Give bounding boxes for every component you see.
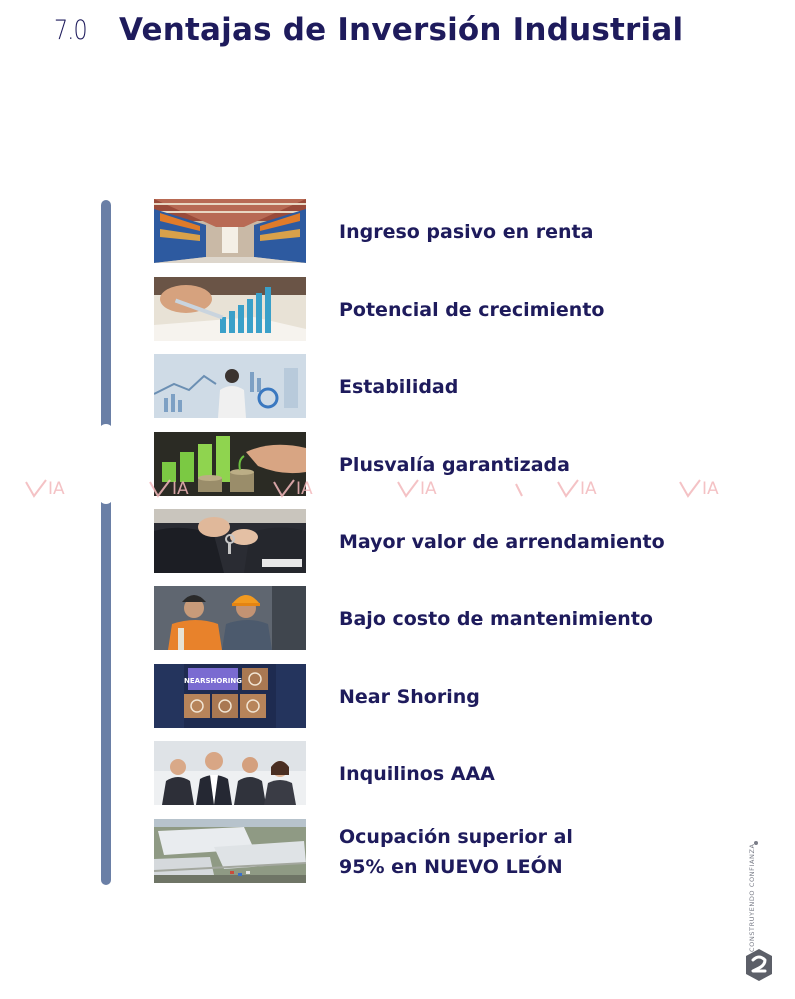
advantage-label (339, 822, 573, 882)
watermark (24, 478, 65, 500)
nearshoring-blocks-image (154, 664, 306, 728)
advantage-label: Mayor valor de arrendamiento (339, 531, 665, 553)
advantage-label: Potencial de crecimiento (339, 299, 605, 321)
advantage-item-capital-gain (154, 432, 714, 498)
side-tagline: CONSTRUYENDO CONFIANZA (748, 843, 756, 952)
advantage-item-aaa-tenants (154, 741, 714, 807)
coins-plant-image (154, 432, 306, 496)
advantage-label: Estabilidad (339, 376, 459, 398)
advantage-item-passive-income (154, 199, 714, 265)
advantage-label: Bajo costo de mantenimiento (339, 608, 653, 630)
timeline-bar (101, 200, 111, 885)
watermark-text: IA (172, 479, 189, 499)
growth-chart-image (154, 277, 306, 341)
page-title: Ventajas de Inversión Industrial (119, 12, 684, 48)
watermark-text: IA (420, 479, 437, 499)
advantage-label: Plusvalía garantizada (339, 454, 570, 476)
advantage-label-line: Ocupación superior al (339, 826, 573, 848)
section-number: 7.0 (54, 15, 87, 46)
advantage-item-nearshoring (154, 664, 714, 730)
advantage-item-growth-potential (154, 277, 714, 343)
page-header (0, 0, 795, 80)
advantage-label: Inquilinos AAA (339, 763, 495, 785)
advantage-label-line: 95% en NUEVO LEÓN (339, 856, 563, 878)
industrial-park-image (154, 819, 306, 883)
advantage-item-rental-value (154, 509, 714, 575)
advantage-item-occupancy (154, 819, 714, 885)
watermark-text: IA (702, 479, 719, 499)
warehouse-image (154, 199, 306, 263)
brand-logo-icon (744, 947, 774, 983)
advantage-label: Near Shoring (339, 686, 480, 708)
watermark-text: IA (580, 479, 597, 499)
advantage-label: Ingreso pasivo en renta (339, 221, 594, 243)
nearshoring-block-text: NEARSHORING (184, 677, 242, 685)
advantage-item-low-maintenance (154, 586, 714, 652)
watermark-text: IA (296, 479, 313, 499)
data-screens-image (154, 354, 306, 418)
advantage-item-stability (154, 354, 714, 420)
engineers-image (154, 586, 306, 650)
keys-handover-image (154, 509, 306, 573)
business-team-image (154, 741, 306, 805)
watermark-text: IA (48, 479, 65, 499)
timeline-knob (99, 424, 113, 504)
